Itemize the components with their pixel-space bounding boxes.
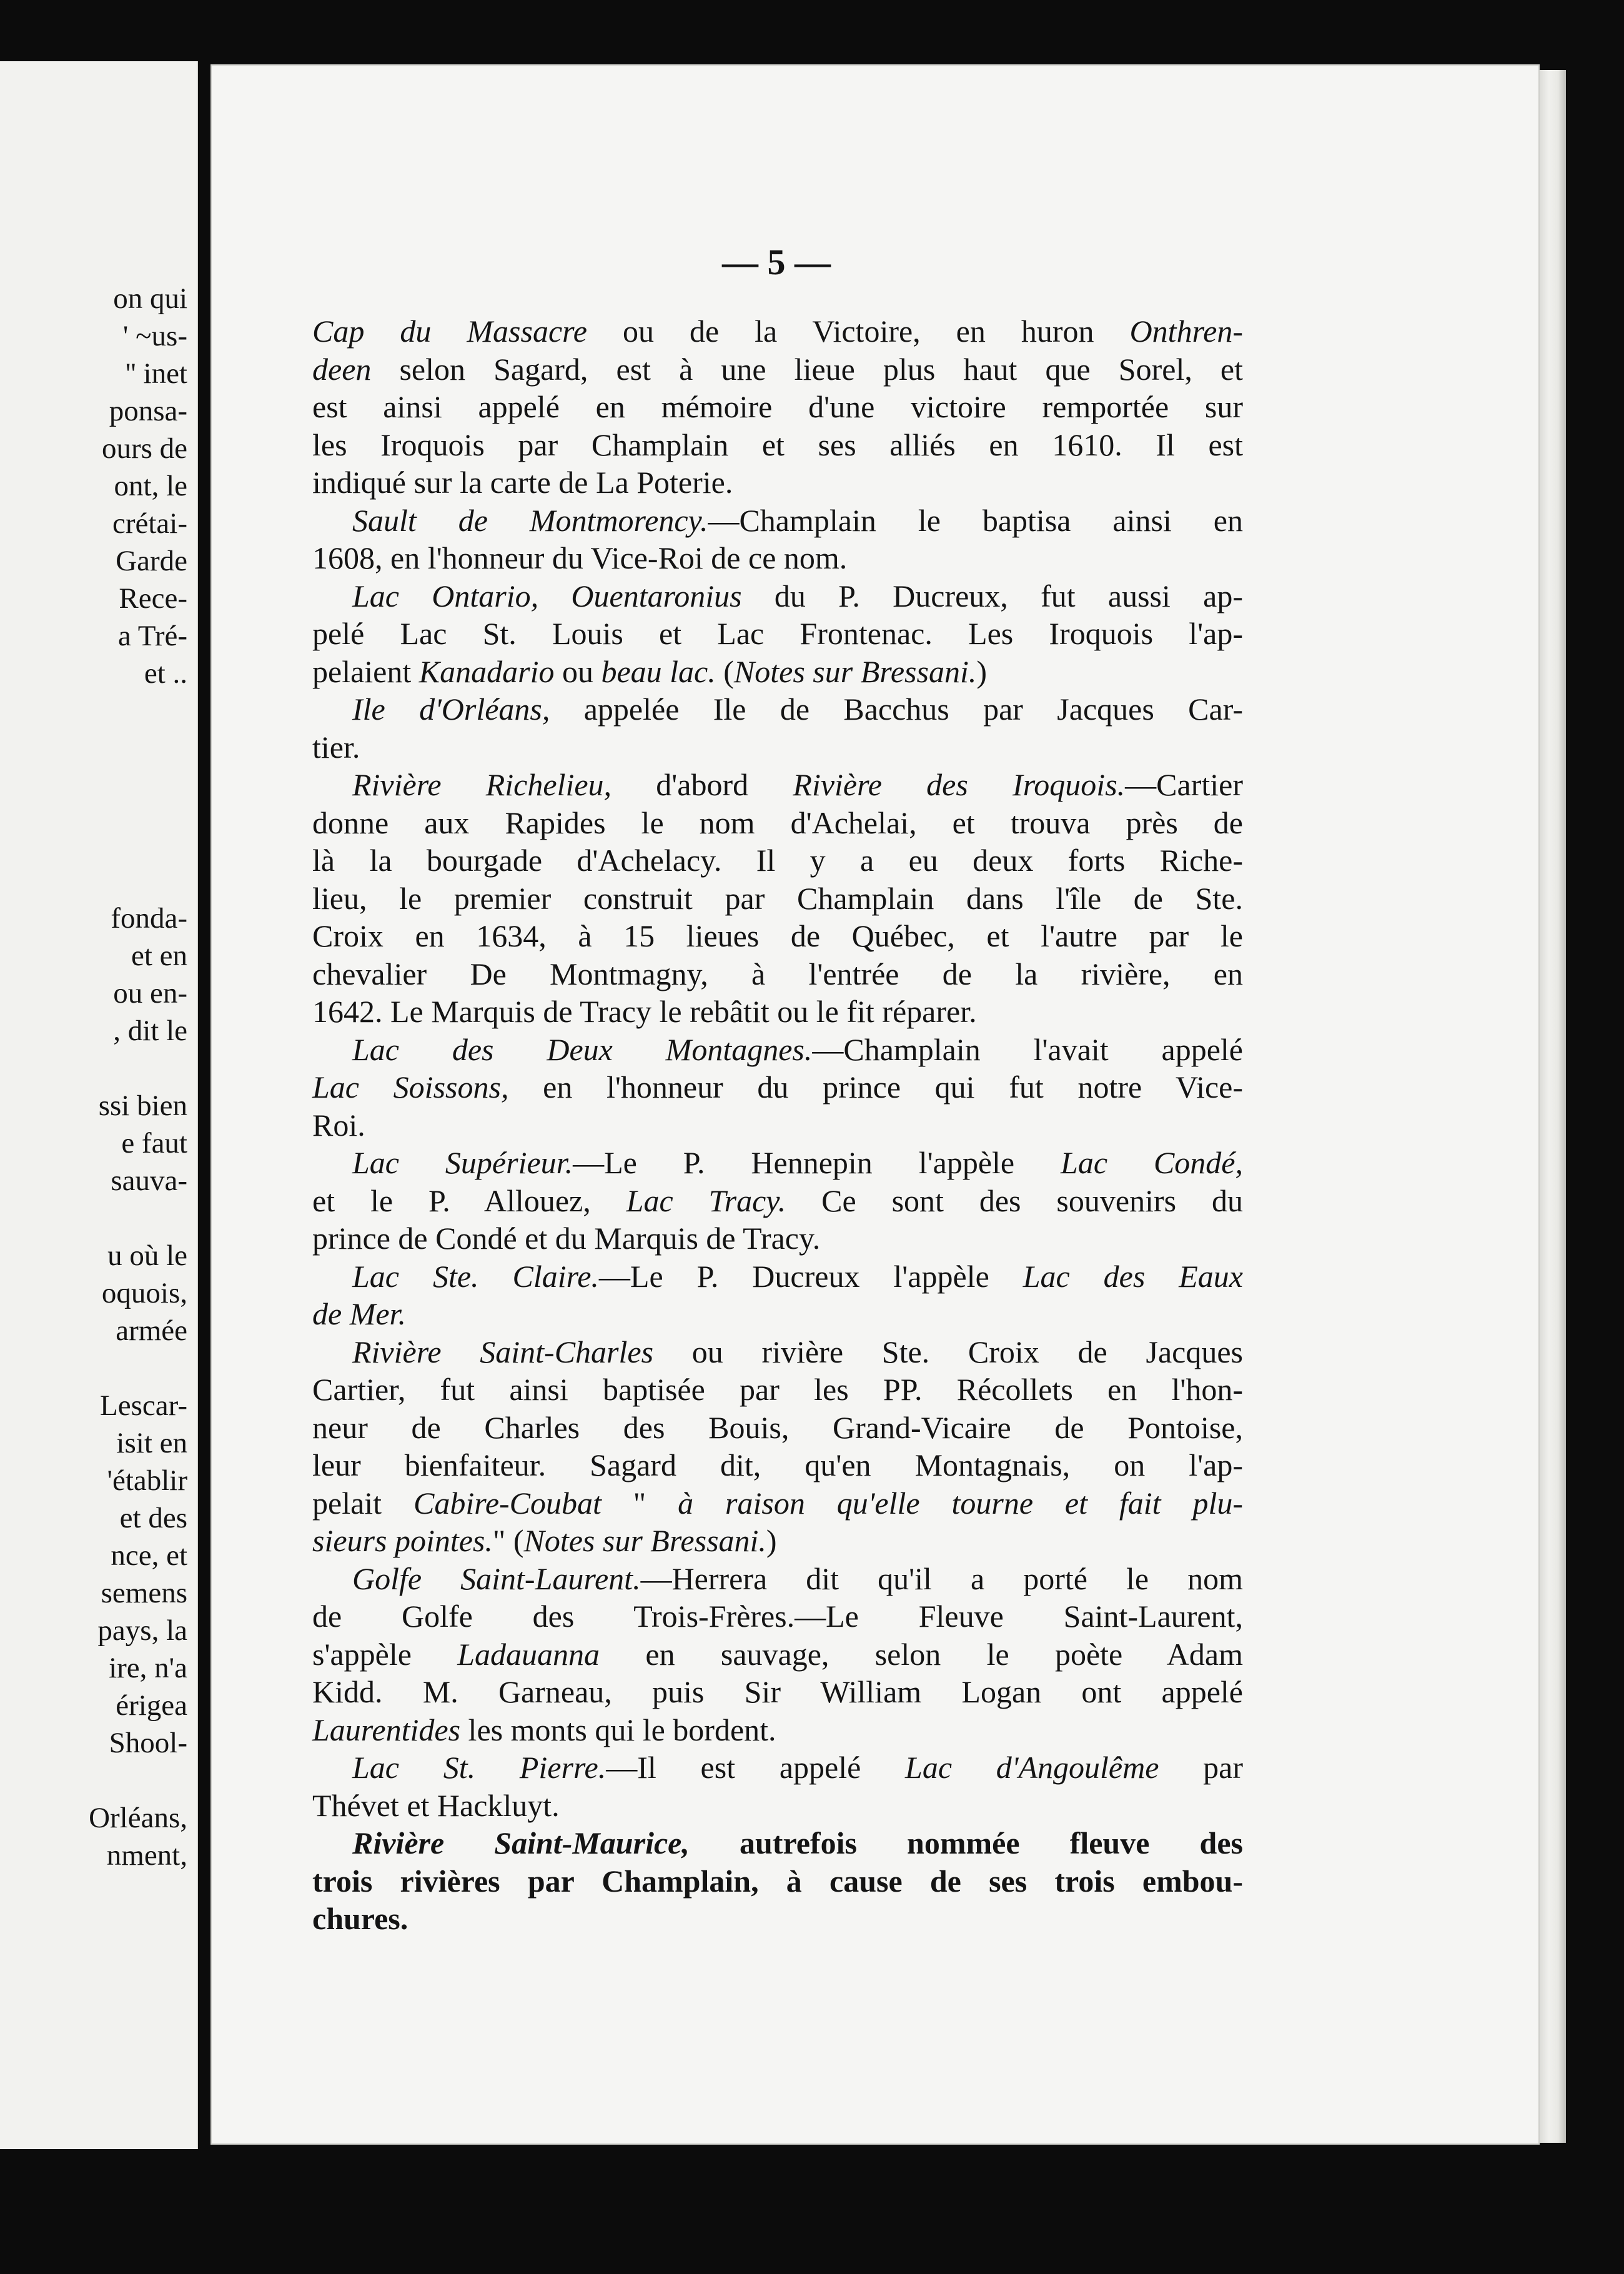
text-run: —Cartier — [1125, 767, 1243, 802]
italic-text: Lac des Deux Montagnes. — [352, 1031, 813, 1067]
text-line — [312, 1484, 1243, 1522]
text-line — [312, 1258, 1243, 1296]
text-line — [312, 577, 1243, 615]
text-run: Roi. — [312, 1107, 365, 1143]
text-line — [312, 1711, 1243, 1749]
previous-page-fragment — [0, 61, 198, 2149]
text-run: —Le P. Ducreux l'appèle — [598, 1258, 1023, 1294]
text-line — [312, 1673, 1243, 1711]
previous-page-line-fragment: érigea — [116, 1689, 187, 1722]
text-line — [312, 1560, 1243, 1598]
previous-page-line-fragment: a Tré- — [118, 620, 187, 652]
italic-text: Onthren- — [1129, 314, 1244, 349]
text-run: ) — [976, 653, 988, 689]
text-run: prince de Condé et du Marquis de Tracy. — [312, 1221, 821, 1256]
previous-page-line-fragment: ont, le — [114, 470, 187, 502]
text-line — [312, 766, 1243, 804]
italic-text: Lac Condé, — [1061, 1145, 1243, 1180]
italic-text: Ladauanna — [457, 1636, 600, 1672]
italic-text: Laurentides — [312, 1712, 461, 1747]
text-run: neur de Charles des Bouis, Grand-Vicaire de Pontoise, — [312, 1409, 1243, 1445]
italic-text: beau lac. — [601, 653, 716, 689]
italic-text: Golfe Saint-Laurent. — [352, 1561, 641, 1596]
text-run: pelaient — [312, 653, 419, 689]
text-run: appelée Ile de Bacchus par Jacques Car- — [550, 692, 1243, 727]
text-run: Thévet et Hackluyt. — [312, 1787, 560, 1823]
previous-page-line-fragment: crétai- — [112, 507, 187, 540]
text-run: " ( — [492, 1523, 524, 1558]
text-line — [312, 690, 1243, 728]
previous-page-line-fragment: isit en — [116, 1427, 187, 1459]
previous-page-line-fragment: pays, la — [97, 1614, 187, 1647]
text-run: Cartier, fut ainsi baptisée par les PP. Récollets en l'hon- — [312, 1372, 1243, 1407]
text-run: —Herrera dit qu'il a porté le nom — [640, 1561, 1244, 1596]
text-line — [312, 1597, 1243, 1636]
previous-page-line-fragment: on qui — [113, 282, 187, 315]
previous-page-line-fragment: Garde — [116, 545, 187, 577]
previous-page-line-fragment: , dit le — [113, 1015, 187, 1047]
previous-page-line-fragment: ours de — [101, 432, 187, 465]
italic-text: Lac Soissons, — [312, 1070, 509, 1105]
text-run: chevalier De Montmagny, à l'entrée de la rivière, en — [312, 956, 1243, 991]
text-run: ou rivière Ste. Croix de Jacques — [653, 1334, 1243, 1369]
text-line — [312, 1144, 1243, 1182]
text-line — [312, 653, 1243, 691]
text-line — [312, 1068, 1243, 1106]
previous-page-line-fragment: oquois, — [101, 1277, 187, 1309]
text-run: ou — [554, 653, 602, 689]
previous-page-line-fragment: 'établir — [107, 1464, 187, 1497]
previous-page-line-fragment: ou en- — [113, 977, 187, 1010]
text-line — [312, 1749, 1243, 1787]
italic-text: Rivière des Iroquois. — [793, 767, 1126, 802]
previous-page-line-fragment: semens — [101, 1577, 187, 1609]
italic-text: Rivière Saint-Charles — [352, 1334, 654, 1369]
previous-page-line-fragment: fonda- — [111, 902, 187, 935]
text-run: lieu, le premier construit par Champlain dans l'île de Ste. — [312, 880, 1243, 916]
text-line — [312, 804, 1243, 842]
text-run: ) — [766, 1523, 777, 1558]
previous-page-line-fragment: nment, — [106, 1839, 187, 1872]
text-run: les monts qui le bordent. — [460, 1712, 776, 1747]
italic-text: Lac St. Pierre. — [352, 1750, 607, 1785]
previous-page-line-fragment: Orléans, — [89, 1802, 187, 1834]
text-run: en l'honneur du prince qui fut notre Vice- — [508, 1070, 1244, 1105]
text-run: ou de la Victoire, en huron — [587, 314, 1130, 349]
previous-page-line-fragment: Rece- — [119, 582, 187, 615]
text-run: Kidd. M. Garneau, puis Sir William Logan ont appelé — [312, 1674, 1243, 1709]
text-line — [312, 1636, 1243, 1674]
text-run: 1608, en l'honneur du Vice-Roi de ce nom. — [312, 540, 848, 575]
text-line — [312, 1371, 1243, 1409]
text-line — [312, 1219, 1243, 1258]
text-run: est ainsi appelé en mémoire d'une victoire remportée sur — [312, 389, 1243, 424]
italic-text: Cap du Massacre — [312, 314, 587, 349]
text-run: par — [1159, 1750, 1244, 1785]
previous-page-line-fragment: ponsa- — [109, 395, 187, 427]
text-run: —Champlain l'avait appelé — [812, 1031, 1243, 1067]
text-run: " — [601, 1485, 678, 1521]
text-run: donne aux Rapides le nom d'Achelai, et trouva près de — [312, 805, 1243, 840]
previous-page-line-fragment: ssi bien — [98, 1090, 187, 1122]
italic-text: deen — [312, 351, 372, 387]
previous-page-line-fragment: nce, et — [111, 1539, 187, 1572]
italic-text: Lac d'Angoulême — [905, 1750, 1159, 1785]
text-run: leur bienfaiteur. Sagard dit, qu'en Montagnais, on l'ap- — [312, 1447, 1243, 1482]
text-run: 1642. Le Marquis de Tracy le rebâtit ou le fit réparer. — [312, 994, 977, 1029]
italic-text: Notes sur Bressani. — [523, 1523, 766, 1558]
previous-page-line-fragment: sauva- — [111, 1164, 187, 1197]
text-line — [312, 917, 1243, 955]
text-line — [312, 842, 1243, 880]
text-run: indiqué sur la carte de La Poterie. — [312, 465, 733, 500]
text-line — [312, 993, 1243, 1031]
text-run: et le P. Allouez, — [312, 1183, 626, 1218]
text-line — [312, 1106, 1243, 1144]
text-line — [312, 350, 1243, 389]
text-run: tier. — [312, 729, 360, 765]
text-line — [312, 1409, 1243, 1447]
text-line — [312, 1031, 1243, 1069]
text-line — [312, 464, 1243, 502]
italic-text: de Mer. — [312, 1296, 406, 1331]
italic-text: Kanadario — [418, 653, 555, 689]
text-line — [312, 1446, 1243, 1484]
previous-page-line-fragment: et des — [119, 1502, 187, 1534]
previous-page-line-fragment: Shool- — [109, 1727, 187, 1759]
text-line — [312, 955, 1243, 993]
previous-page-line-fragment: et en — [131, 940, 187, 972]
text-line — [312, 539, 1243, 577]
italic-text: Lac Tracy. — [626, 1183, 786, 1218]
text-run: ( — [715, 653, 734, 689]
text-line — [312, 388, 1243, 426]
text-run: —Le P. Hennepin l'appèle — [573, 1145, 1061, 1180]
italic-text: Sault de Montmorency. — [352, 502, 708, 538]
italic-text: Rivière Richelieu, — [352, 767, 612, 802]
previous-page-line-fragment: Lescar- — [100, 1389, 187, 1422]
text-line — [312, 1295, 1243, 1333]
text-run: —Champlain le baptisa ainsi en — [708, 502, 1244, 538]
text-run: s'appèle — [312, 1636, 458, 1672]
text-run: trois rivières par Champlain, à cause de ses trois embou- — [312, 1863, 1243, 1899]
text-line — [312, 1182, 1243, 1220]
page-body-text — [312, 312, 1243, 1938]
text-line — [312, 426, 1243, 464]
previous-page-line-fragment: u où le — [107, 1239, 187, 1272]
italic-text: Lac des Eaux — [1022, 1258, 1243, 1294]
text-line — [312, 1522, 1243, 1560]
text-line — [312, 1900, 1243, 1938]
italic-text: à raison qu'elle tourne et fait plu- — [678, 1485, 1243, 1521]
text-line — [312, 728, 1243, 767]
text-line — [312, 1333, 1243, 1371]
text-line — [312, 1862, 1243, 1900]
italic-text: Lac Ontario, Ouentaronius — [352, 578, 742, 613]
text-line — [312, 1787, 1243, 1825]
text-line — [312, 880, 1243, 918]
text-run: Croix en 1634, à 15 lieues de Québec, et l'autre par le — [312, 918, 1243, 953]
page-edge — [1540, 70, 1566, 2143]
text-run: pelé Lac St. Louis et Lac Frontenac. Les Iroquois l'ap- — [312, 616, 1243, 651]
text-line — [312, 312, 1243, 350]
previous-page-line-fragment: ire, n'a — [109, 1652, 187, 1684]
text-run: pelait — [312, 1485, 413, 1521]
previous-page-line-fragment: et .. — [144, 657, 187, 690]
italic-text: Rivière Saint-Maurice, — [352, 1825, 690, 1860]
text-run: selon Sagard, est à une lieue plus haut que Sorel, et — [371, 351, 1243, 387]
text-run: Ce sont des souvenirs du — [786, 1183, 1243, 1218]
previous-page-line-fragment: '' inet — [125, 357, 187, 390]
italic-text: Lac Supérieur. — [352, 1145, 573, 1180]
text-run: autrefois nommée fleuve des — [689, 1825, 1244, 1860]
text-run: les Iroquois par Champlain et ses alliés en 1610. Il est — [312, 427, 1243, 462]
text-run: là la bourgade d'Achelacy. Il y a eu deux forts Riche- — [312, 843, 1243, 878]
text-line — [312, 502, 1243, 540]
italic-text: sieurs pointes. — [312, 1523, 493, 1558]
previous-page-line-fragment: e faut — [121, 1127, 187, 1159]
italic-text: Lac Ste. Claire. — [352, 1258, 599, 1294]
page-number: — 5 — — [722, 242, 831, 282]
text-line — [312, 1824, 1243, 1862]
italic-text: Ile d'Orléans, — [352, 692, 550, 727]
text-run: chures. — [312, 1901, 408, 1936]
italic-text: Cabire-Coubat — [413, 1485, 602, 1521]
text-run: de Golfe des Trois-Frères.—Le Fleuve Saint-Laurent, — [312, 1599, 1243, 1634]
text-line — [312, 615, 1243, 653]
previous-page-line-fragment: ' ~us- — [122, 320, 187, 352]
italic-text: Notes sur Bressani. — [733, 653, 977, 689]
previous-page-line-fragment: armée — [116, 1314, 187, 1347]
text-run: —Il est appelé — [606, 1750, 906, 1785]
text-run: en sauvage, selon le poète Adam — [600, 1636, 1243, 1672]
text-run: du P. Ducreux, fut aussi ap- — [741, 578, 1243, 613]
text-run: d'abord — [611, 767, 793, 802]
